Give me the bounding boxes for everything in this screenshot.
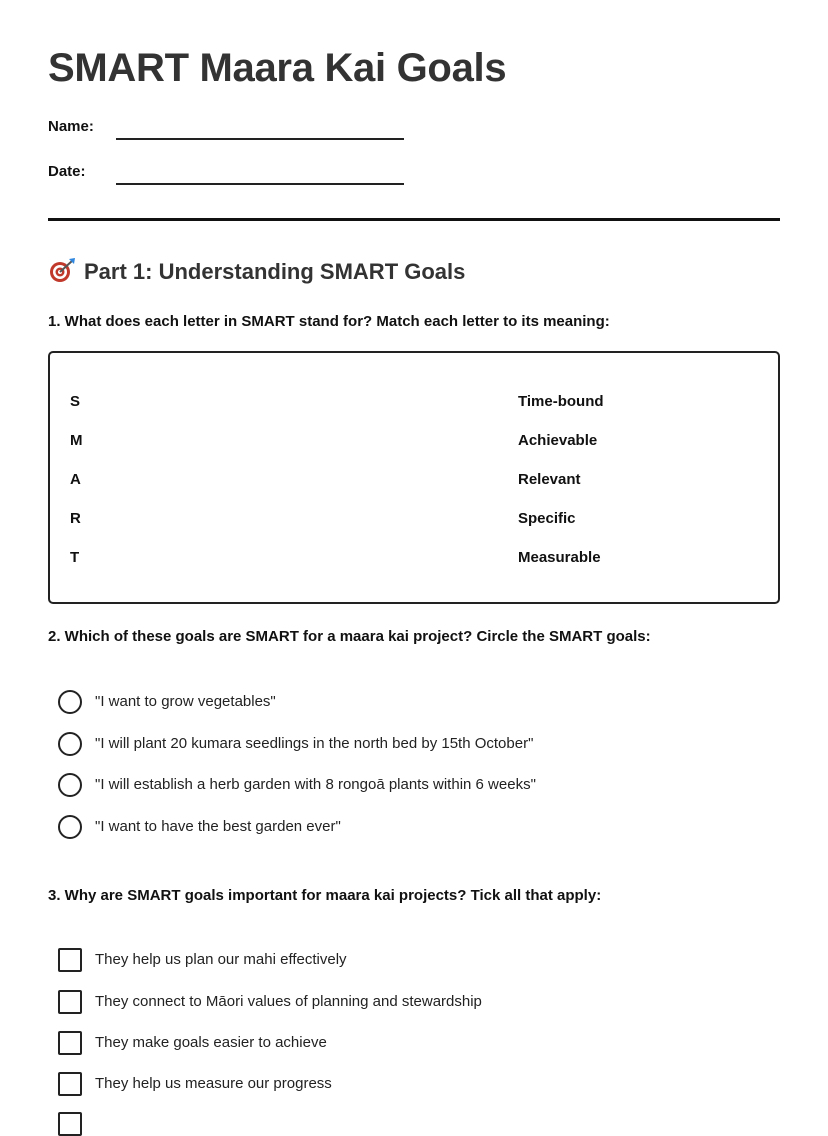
name-field[interactable] bbox=[48, 118, 408, 142]
meaning-achievable[interactable]: Achievable bbox=[518, 432, 598, 449]
matching-box bbox=[48, 351, 780, 604]
date-label: Date: bbox=[48, 163, 86, 180]
part1-heading-text: Part 1: Understanding SMART Goals bbox=[84, 259, 466, 284]
q2-option-3-text: "I will establish a herb garden with 8 rongoā plants within 6 weeks" bbox=[95, 776, 536, 793]
meaning-measurable[interactable]: Measurable bbox=[518, 549, 601, 566]
question-2: 2. Which of these goals are SMART for a maara kai project? Circle the SMART goals: bbox=[48, 628, 651, 645]
q3-option-3-text: They make goals easier to achieve bbox=[95, 1034, 327, 1051]
letter-r[interactable]: R bbox=[70, 510, 81, 527]
target-icon bbox=[48, 257, 76, 283]
question-3: 3. Why are SMART goals important for maara kai projects? Tick all that apply: bbox=[48, 887, 602, 904]
q2-option-4-text: "I want to have the best garden ever" bbox=[95, 818, 341, 835]
circle-option[interactable] bbox=[58, 690, 82, 714]
q2-option-2-text: "I will plant 20 kumara seedlings in the north bed by 15th October" bbox=[95, 735, 534, 752]
meaning-time-bound[interactable]: Time-bound bbox=[518, 393, 604, 410]
q3-option-1-text: They help us plan our mahi effectively bbox=[95, 951, 347, 968]
letter-m[interactable]: M bbox=[70, 432, 83, 449]
circle-option[interactable] bbox=[58, 773, 82, 797]
question-1: 1. What does each letter in SMART stand for? Match each letter to its meaning: bbox=[48, 313, 610, 330]
checkbox[interactable] bbox=[58, 1072, 82, 1096]
part1-heading bbox=[48, 257, 465, 285]
checkbox[interactable] bbox=[58, 1031, 82, 1055]
meaning-specific[interactable]: Specific bbox=[518, 510, 576, 527]
q3-option-4-text: They help us measure our progress bbox=[95, 1075, 332, 1092]
circle-option[interactable] bbox=[58, 815, 82, 839]
q2-option-1-text: "I want to grow vegetables" bbox=[95, 693, 276, 710]
letter-a[interactable]: A bbox=[70, 471, 81, 488]
letter-s[interactable]: S bbox=[70, 393, 81, 410]
name-line[interactable] bbox=[116, 138, 404, 140]
page-title: SMART Maara Kai Goals bbox=[48, 46, 507, 90]
checkbox[interactable] bbox=[58, 1112, 82, 1136]
meaning-relevant[interactable]: Relevant bbox=[518, 471, 581, 488]
checkbox[interactable] bbox=[58, 990, 82, 1014]
q3-option-2-text: They connect to Māori values of planning and stewardship bbox=[95, 993, 482, 1010]
circle-option[interactable] bbox=[58, 732, 82, 756]
letter-t[interactable]: T bbox=[70, 549, 80, 566]
name-label: Name: bbox=[48, 118, 94, 135]
section-divider bbox=[48, 218, 780, 221]
date-field[interactable] bbox=[48, 163, 408, 187]
checkbox[interactable] bbox=[58, 948, 82, 972]
date-line[interactable] bbox=[116, 183, 404, 185]
